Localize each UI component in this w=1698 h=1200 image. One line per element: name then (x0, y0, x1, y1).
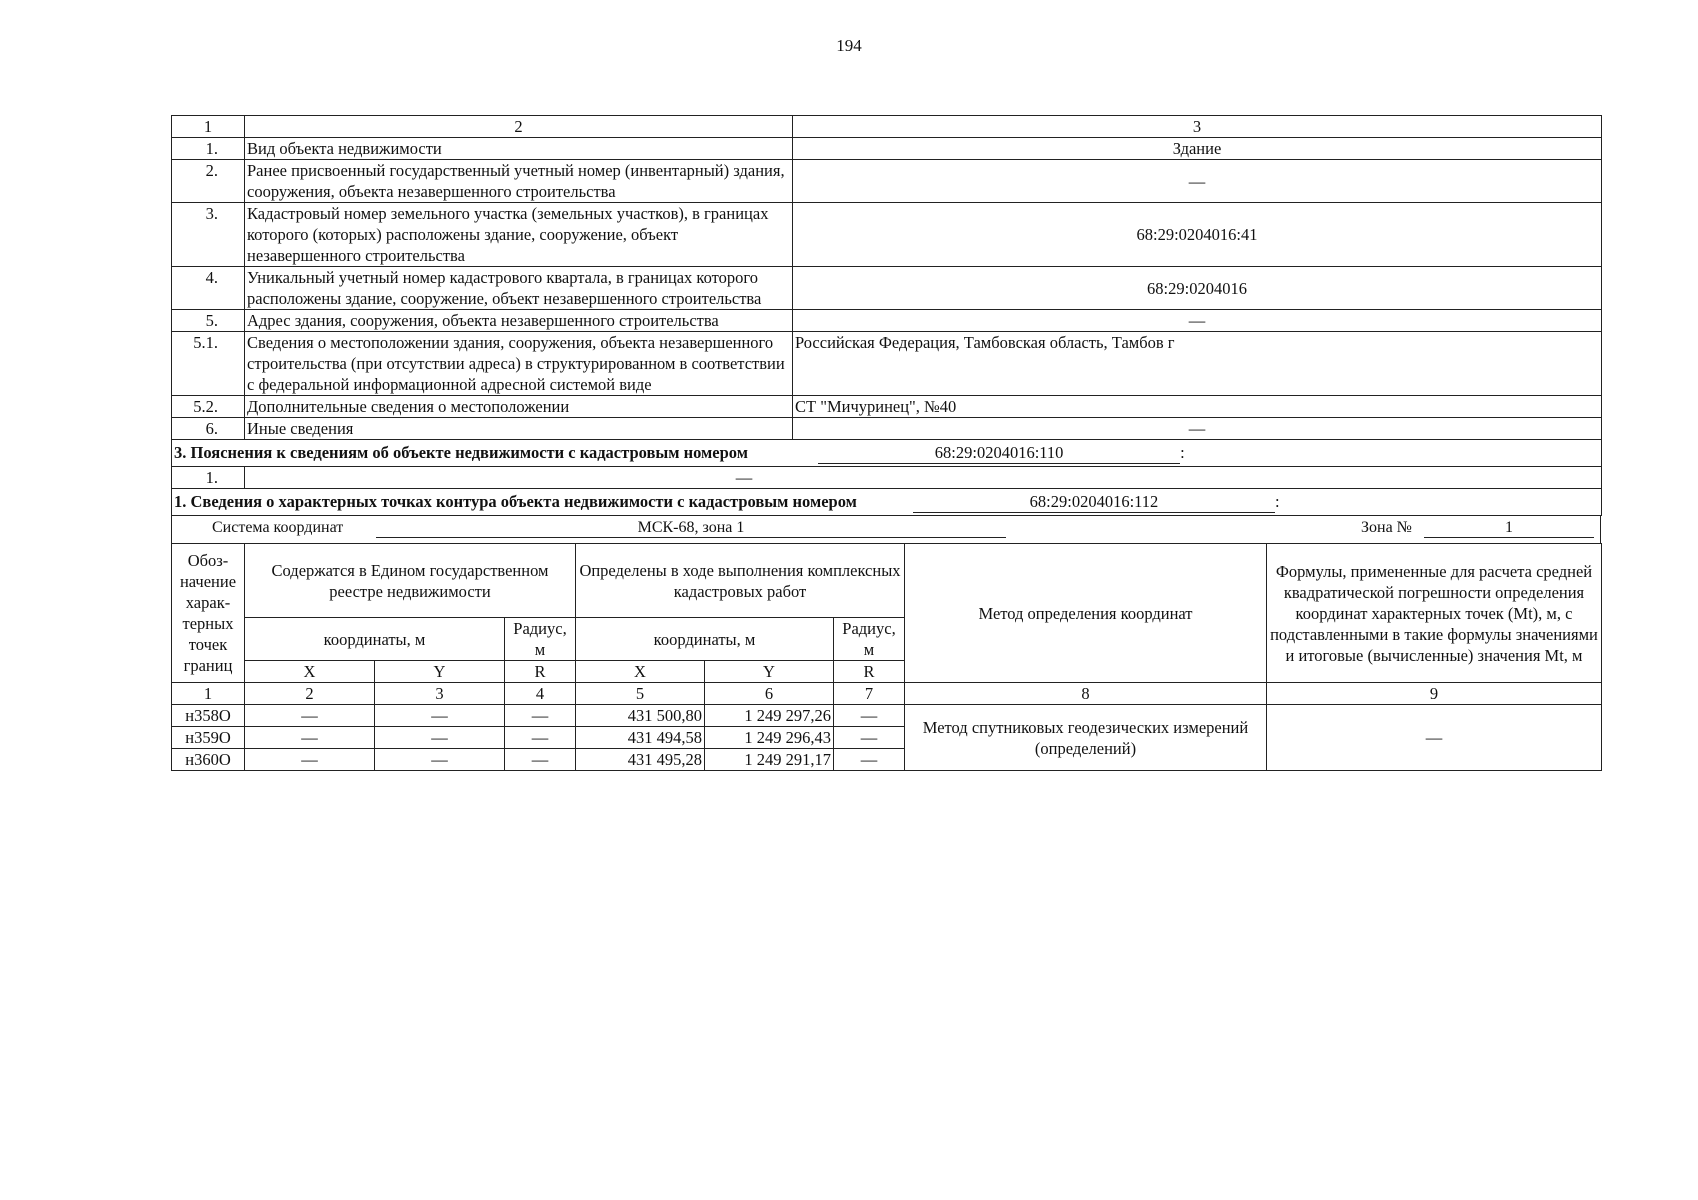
column-number: 9 (1267, 683, 1602, 705)
header-coordinates-egrn: координаты, м (245, 618, 505, 661)
header-radius-kkr: Радиус, м (834, 618, 905, 661)
header-point-designation: Обоз- начение харак- терных точек границ (172, 544, 245, 683)
y-coordinate: 1 249 296,43 (705, 727, 834, 749)
table-header-row (172, 116, 1602, 138)
zone-label: Зона № (1361, 519, 1412, 536)
column-number: 1 (172, 683, 245, 705)
r-egrn: — (505, 727, 576, 749)
row-label: Адрес здания, сооружения, объекта незавершенного строительства (245, 310, 793, 332)
coordinate-system-line (171, 516, 1601, 543)
row-label: Иные сведения (245, 418, 793, 440)
section3-title-row (172, 440, 1602, 467)
column-number: 8 (905, 683, 1267, 705)
x-coordinate: 431 494,58 (576, 727, 705, 749)
column-number-row (172, 683, 1602, 705)
column-number: 2 (245, 683, 375, 705)
object-characteristics-table (171, 115, 1602, 516)
y-coordinate: 1 249 297,26 (705, 705, 834, 727)
row-value: 68:29:0204016 (793, 267, 1602, 310)
section1-title: 1. Сведения о характерных точках контура объекта недвижимости с кадастровым номером (174, 492, 857, 511)
radius: — (834, 727, 905, 749)
section3-row (172, 467, 1602, 489)
row-number: 2. (172, 160, 245, 203)
column-number: 3 (375, 683, 505, 705)
point-designation: н359О (172, 727, 245, 749)
header-egrn: Содержатся в Едином государственном реестре недвижимости (245, 544, 576, 618)
x-coordinate: 431 500,80 (576, 705, 705, 727)
row-number: 5.2. (172, 396, 245, 418)
header-method: Метод определения координат (905, 544, 1267, 683)
row-value: — (245, 467, 1602, 489)
row-label: Вид объекта недвижимости (245, 138, 793, 160)
column-number: 4 (505, 683, 576, 705)
header-cell: 1 (172, 116, 245, 138)
formula-value: — (1267, 705, 1602, 771)
header-y: Y (705, 661, 834, 683)
table-row (172, 138, 1602, 160)
table-row (172, 160, 1602, 203)
header-r: R (834, 661, 905, 683)
column-number: 7 (834, 683, 905, 705)
r-egrn: — (505, 749, 576, 771)
document-body (171, 115, 1601, 771)
radius: — (834, 749, 905, 771)
table-row (172, 396, 1602, 418)
zone-value: 1 (1424, 519, 1594, 538)
header-formula: Формулы, примененные для расчета средней квадратической погрешности определения координат характерных точек (Mt), м, с подставленными в такие формулы значениями и итоговые (вычисленные) значения Mt, м (1267, 544, 1602, 683)
y-egrn: — (375, 749, 505, 771)
header-radius-egrn: Радиус, м (505, 618, 576, 661)
row-value: — (793, 160, 1602, 203)
row-number: 5.1. (172, 332, 245, 396)
radius: — (834, 705, 905, 727)
x-egrn: — (245, 749, 375, 771)
table-row (172, 310, 1602, 332)
row-label: Кадастровый номер земельного участка (земельных участков), в границах которого (которых) расположены здание, сооружение, объект незавершенного строительства (245, 203, 793, 267)
header-kkr: Определены в ходе выполнения комплексных кадастровых работ (576, 544, 905, 618)
row-value: Здание (793, 138, 1602, 160)
row-label: Дополнительные сведения о местоположении (245, 396, 793, 418)
table-row (172, 418, 1602, 440)
header-cell: 2 (245, 116, 793, 138)
r-egrn: — (505, 705, 576, 727)
table-row (172, 705, 1602, 727)
row-value: Российская Федерация, Тамбовская область, Тамбов г (793, 332, 1602, 396)
point-designation: н360О (172, 749, 245, 771)
header-x: X (245, 661, 375, 683)
row-label: Ранее присвоенный государственный учетный номер (инвентарный) здания, сооружения, объекта незавершенного строительства (245, 160, 793, 203)
y-coordinate: 1 249 291,17 (705, 749, 834, 771)
point-designation: н358О (172, 705, 245, 727)
row-number: 3. (172, 203, 245, 267)
x-egrn: — (245, 705, 375, 727)
section1-title-row (172, 489, 1602, 516)
row-value: — (793, 310, 1602, 332)
column-number: 6 (705, 683, 834, 705)
row-value: — (793, 418, 1602, 440)
row-label: Уникальный учетный номер кадастрового квартала, в границах которого расположены здание, сооружение, объект незавершенного строительства (245, 267, 793, 310)
header-cell: 3 (793, 116, 1602, 138)
row-value: СТ "Мичуринец", №40 (793, 396, 1602, 418)
header-r: R (505, 661, 576, 683)
section1-cadastral-number: 68:29:0204016:112 (913, 491, 1275, 513)
header-x: X (576, 661, 705, 683)
x-egrn: — (245, 727, 375, 749)
y-egrn: — (375, 727, 505, 749)
header-coordinates-kkr: координаты, м (576, 618, 834, 661)
row-number: 5. (172, 310, 245, 332)
row-number: 1. (172, 467, 245, 489)
x-coordinate: 431 495,28 (576, 749, 705, 771)
y-egrn: — (375, 705, 505, 727)
page-number: 194 (836, 36, 862, 55)
row-number: 4. (172, 267, 245, 310)
table-row (172, 332, 1602, 396)
section1-suffix: : (1275, 492, 1280, 511)
table-row (172, 203, 1602, 267)
section3-cadastral-number: 68:29:0204016:110 (818, 442, 1180, 464)
section3-suffix: : (1180, 443, 1185, 462)
coord-system-label: Система координат (212, 519, 344, 536)
section3-title: 3. Пояснения к сведениям об объекте недвижимости с кадастровым номером (174, 443, 748, 462)
row-number: 1. (172, 138, 245, 160)
header-y: Y (375, 661, 505, 683)
coord-system-value: МСК-68, зона 1 (376, 519, 1006, 538)
row-label: Сведения о местоположении здания, сооружения, объекта незавершенного строительства (при отсутствии адреса) в структурированном в соответствии с федеральной информационной адресной системой виде (245, 332, 793, 396)
table-row (172, 267, 1602, 310)
row-number: 6. (172, 418, 245, 440)
characteristic-points-table (171, 543, 1602, 771)
row-value: 68:29:0204016:41 (793, 203, 1602, 267)
method-value: Метод спутниковых геодезических измерений (определений) (905, 705, 1267, 771)
column-number: 5 (576, 683, 705, 705)
